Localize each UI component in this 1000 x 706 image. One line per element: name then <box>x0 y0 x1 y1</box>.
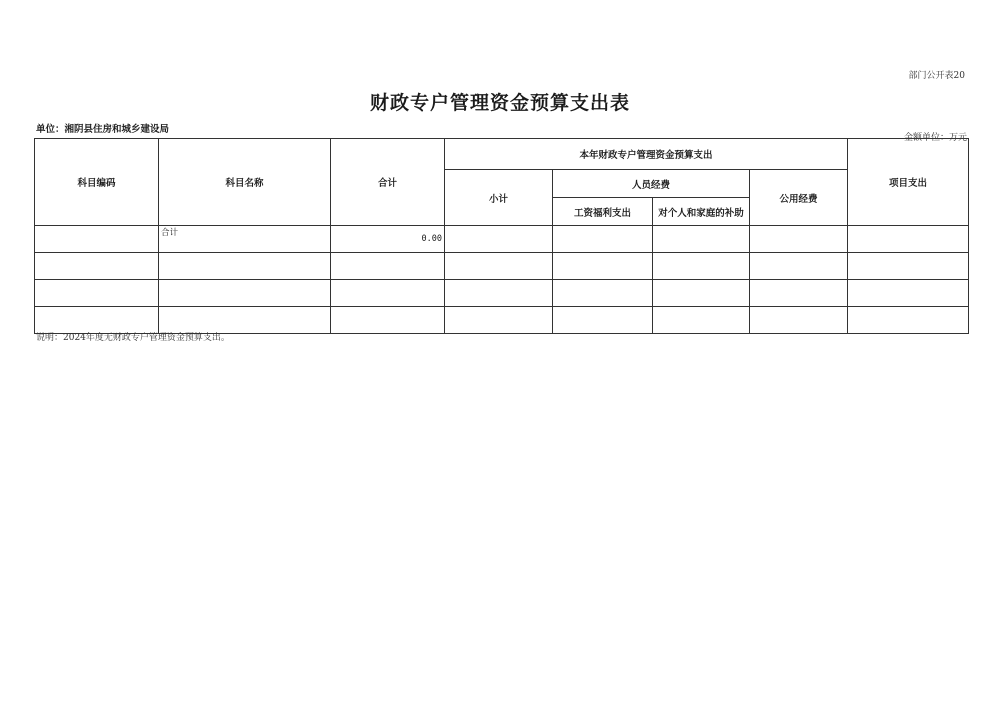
header-project: 项目支出 <box>848 139 969 226</box>
cell-subtotal <box>445 226 553 253</box>
cell-total: 0.00 <box>331 226 445 253</box>
cell-subtotal <box>445 253 553 280</box>
cell-name <box>159 280 331 307</box>
cell-public <box>750 280 848 307</box>
cell-name <box>159 253 331 280</box>
form-number: 部门公开表20 <box>908 71 965 81</box>
cell-total <box>331 280 445 307</box>
cell-project <box>848 280 969 307</box>
table-row <box>35 226 969 253</box>
header-name: 科目名称 <box>159 139 331 226</box>
table-row <box>35 253 969 280</box>
cell-salary <box>553 280 653 307</box>
page-title: 财政专户管理资金预算支出表 <box>369 92 630 114</box>
header-public: 公用经费 <box>750 170 848 226</box>
header-salary: 工资福利支出 <box>553 198 653 226</box>
cell-code <box>35 226 159 253</box>
cell-total <box>331 253 445 280</box>
cell-salary <box>553 307 653 334</box>
footer-note: 说明：2024年度无财政专户管理资金预算支出。 <box>36 333 230 343</box>
unit-label: 单位：湘阴县住房和城乡建设局 <box>36 124 170 135</box>
cell-total <box>331 307 445 334</box>
cell-public <box>750 307 848 334</box>
cell-salary <box>553 253 653 280</box>
cell-code <box>35 280 159 307</box>
cell-public <box>750 253 848 280</box>
cell-project <box>848 307 969 334</box>
cell-subsidy <box>653 226 750 253</box>
cell-public <box>750 226 848 253</box>
header-group: 本年财政专户管理资金预算支出 <box>445 139 848 170</box>
budget-table <box>34 138 969 334</box>
cell-project <box>848 253 969 280</box>
cell-subsidy <box>653 280 750 307</box>
header-code: 科目编码 <box>35 139 159 226</box>
header-personnel: 人员经费 <box>553 170 750 198</box>
header-subsidy: 对个人和家庭的补助 <box>653 198 750 226</box>
cell-code <box>35 253 159 280</box>
table-row <box>35 280 969 307</box>
cell-name: 合计 <box>159 226 331 253</box>
cell-project <box>848 226 969 253</box>
cell-subtotal <box>445 307 553 334</box>
header-total: 合计 <box>331 139 445 226</box>
cell-subsidy <box>653 307 750 334</box>
header-subtotal: 小计 <box>445 170 553 226</box>
amount-unit-label: 金额单位：万元 <box>903 133 967 143</box>
cell-subsidy <box>653 253 750 280</box>
cell-salary <box>553 226 653 253</box>
cell-subtotal <box>445 280 553 307</box>
